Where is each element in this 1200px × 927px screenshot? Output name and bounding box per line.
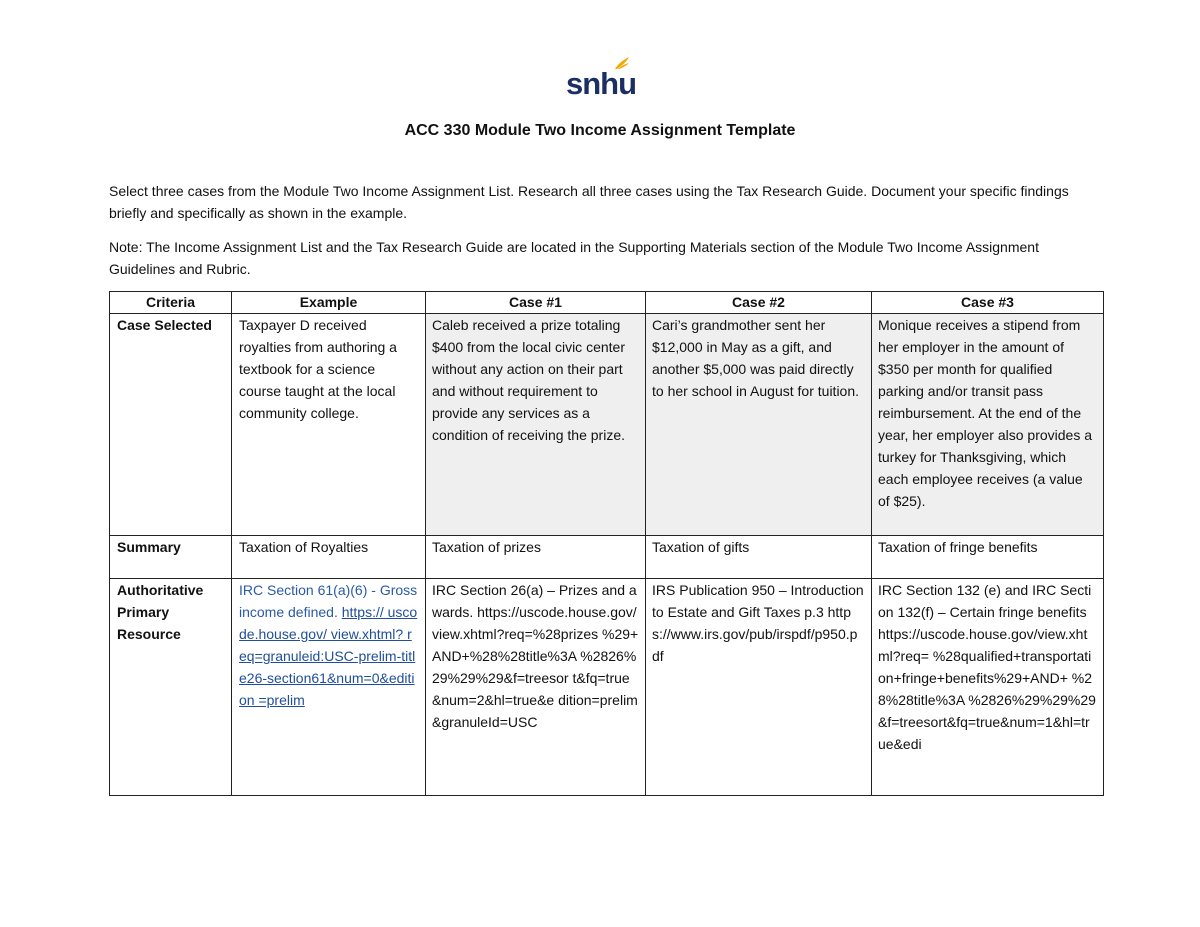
case2-resource-text: IRS Publication 950 – Introduction to Estate and Gift Taxes p.3 https://www.irs.gov/pub/irspdf/p950.pdf	[652, 582, 864, 664]
table-header-row	[110, 292, 1104, 314]
cell-case1-resource[interactable]	[426, 579, 646, 796]
cell-case3-case[interactable]: Monique receives a stipend from her employer in the amount of $350 per month for qualified parking and/or transit pass reimbursement. At the end of the year, her employer also provides a turkey for Thanksgiving, which each employee receives (a value of $25).	[872, 314, 1104, 536]
row-label-case-selected: Case Selected	[110, 314, 232, 536]
row-label-summary: Summary	[110, 536, 232, 579]
snhu-logo	[566, 56, 637, 102]
header-example: Example	[232, 292, 426, 314]
cell-example-case: Taxpayer D received royalties from authoring a textbook for a science course taught at the local community college.	[232, 314, 426, 536]
cell-case2-summary[interactable]: Taxation of gifts	[646, 536, 872, 579]
table-row-resource	[110, 579, 1104, 796]
document-title: ACC 330 Module Two Income Assignment Template	[404, 122, 796, 139]
header-criteria: Criteria	[110, 292, 232, 314]
note-paragraph: Note: The Income Assignment List and the Tax Research Guide are located in the Supporting Materials section of the Module Two Income Assignment Guidelines and Rubric.	[109, 239, 1039, 277]
case1-resource-text: IRC Section 26(a) – Prizes and awards. https://uscode.house.gov/view.xhtml?req=%28prizes %29+AND+%28%28title%3A %2826%29%29%29&f=treesor t&fq=true&num=2&hl=true&e dition=prelim&granuleId=USC	[432, 582, 639, 730]
header-case-2: Case #2	[646, 292, 872, 314]
cell-case3-summary[interactable]: Taxation of fringe benefits	[872, 536, 1104, 579]
case3-resource-text: IRC Section 132 (e) and IRC Section 132(f) – Certain fringe benefits https://uscode.house.gov/view.xhtml?req= %28qualified+transportation+fringe+benefits%29+AND+ %28%28title%3A %2826%29%29%29&f=treesort&fq=true&num=1&hl=true&edi	[878, 582, 1096, 752]
cell-example-summary: Taxation of Royalties	[232, 536, 426, 579]
cell-case3-resource[interactable]	[872, 579, 1104, 796]
assignment-table	[109, 291, 1104, 796]
example-resource-link[interactable]: https:// uscode.house.gov/ view.xhtml? req=granuleid:USC-prelim-title26-section61&num=0&edition =prelim	[239, 604, 418, 708]
cell-case1-summary[interactable]: Taxation of prizes	[426, 536, 646, 579]
row-label-resource: Authoritative Primary Resource	[110, 579, 232, 796]
table-row-case-selected	[110, 314, 1104, 536]
intro-paragraph: Select three cases from the Module Two Income Assignment List. Research all three cases using the Tax Research Guide. Document your specific findings briefly and specifically as shown in the example.	[109, 183, 1069, 221]
example-resource-text: IRC Section 61(a)(6) - Gross income defined.	[239, 582, 418, 620]
header-case-1: Case #1	[426, 292, 646, 314]
cell-case2-resource[interactable]	[646, 579, 872, 796]
header-case-3: Case #3	[872, 292, 1104, 314]
table-row-summary	[110, 536, 1104, 579]
cell-case2-case[interactable]: Cari’s grandmother sent her $12,000 in May as a gift, and another $5,000 was paid directly to her school in August for tuition.	[646, 314, 872, 536]
cell-case1-case[interactable]: Caleb received a prize totaling $400 from the local civic center without any action on their part and without requirement to provide any services as a condition of receiving the prize.	[426, 314, 646, 536]
logo-wordmark: snhu	[566, 66, 637, 101]
cell-example-resource	[232, 579, 426, 796]
